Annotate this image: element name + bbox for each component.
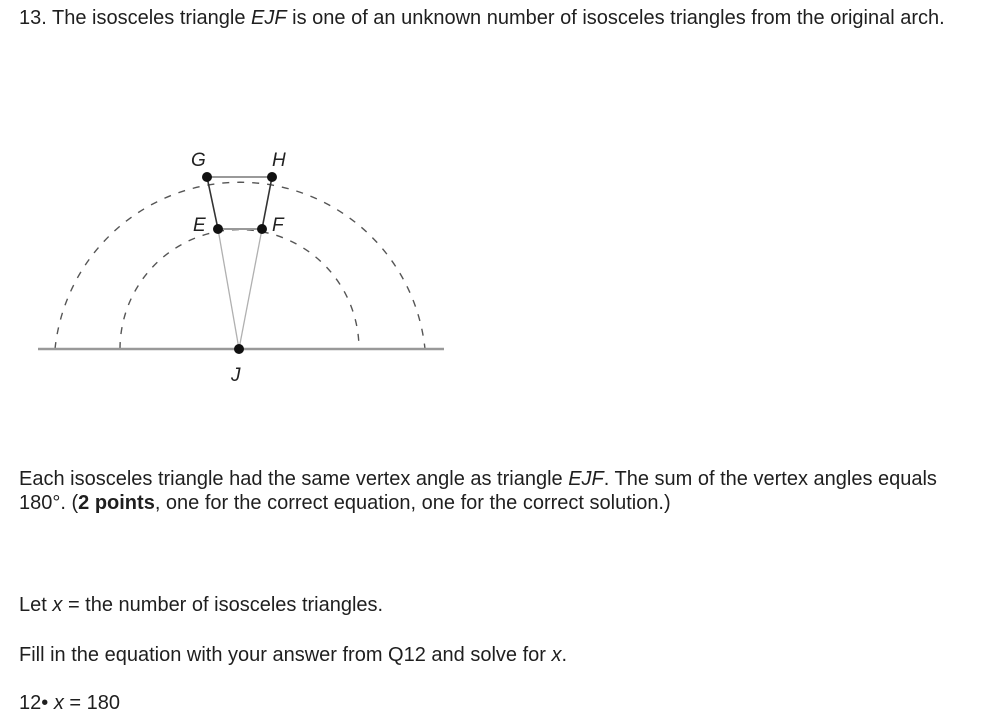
equation-before: 12• bbox=[19, 692, 49, 714]
label-f: F bbox=[272, 215, 284, 236]
segment-jf bbox=[239, 229, 262, 349]
segment-je bbox=[218, 229, 239, 349]
arch-diagram bbox=[0, 0, 470, 400]
let-before: Let bbox=[19, 594, 47, 616]
label-h: H bbox=[272, 150, 286, 171]
label-e: E bbox=[193, 215, 206, 236]
prompt-text-before: Each isosceles triangle had the same vertex angle as triangle bbox=[19, 468, 563, 490]
prompt-triangle-name: EJF bbox=[568, 468, 604, 490]
fill-before: Fill in the equation with your answer from Q12 and solve for bbox=[19, 644, 546, 666]
question-text-after: is one of an unknown number of isosceles triangles from the original arch. bbox=[292, 7, 945, 29]
point-j bbox=[234, 344, 244, 354]
inner-arch-dashed bbox=[120, 230, 359, 349]
let-line bbox=[19, 593, 383, 617]
equation-after: = 180 bbox=[69, 692, 120, 714]
label-g: G bbox=[191, 150, 206, 171]
point-g bbox=[202, 172, 212, 182]
prompt-text-middle: . The sum of the vertex angles equals 180°. ( bbox=[19, 468, 937, 514]
points-bold: 2 points bbox=[78, 492, 155, 514]
label-j: J bbox=[231, 365, 241, 386]
prompt-text bbox=[19, 467, 969, 515]
let-variable: x bbox=[52, 594, 63, 616]
point-e bbox=[213, 224, 223, 234]
point-h bbox=[267, 172, 277, 182]
outer-arch-dashed bbox=[55, 182, 425, 349]
question-text-before: The isosceles triangle bbox=[52, 7, 246, 29]
fill-line bbox=[19, 643, 567, 667]
point-f bbox=[257, 224, 267, 234]
let-after: = the number of isosceles triangles. bbox=[67, 594, 384, 616]
triangle-name: EJF bbox=[251, 7, 287, 29]
equation-variable: x bbox=[53, 692, 64, 714]
segment-hf bbox=[262, 177, 272, 229]
fill-variable: x bbox=[551, 644, 562, 666]
equation bbox=[19, 691, 120, 715]
question-number: 13. bbox=[19, 7, 47, 29]
fill-after: . bbox=[561, 644, 568, 666]
prompt-text-after: , one for the correct equation, one for the correct solution.) bbox=[154, 492, 671, 514]
